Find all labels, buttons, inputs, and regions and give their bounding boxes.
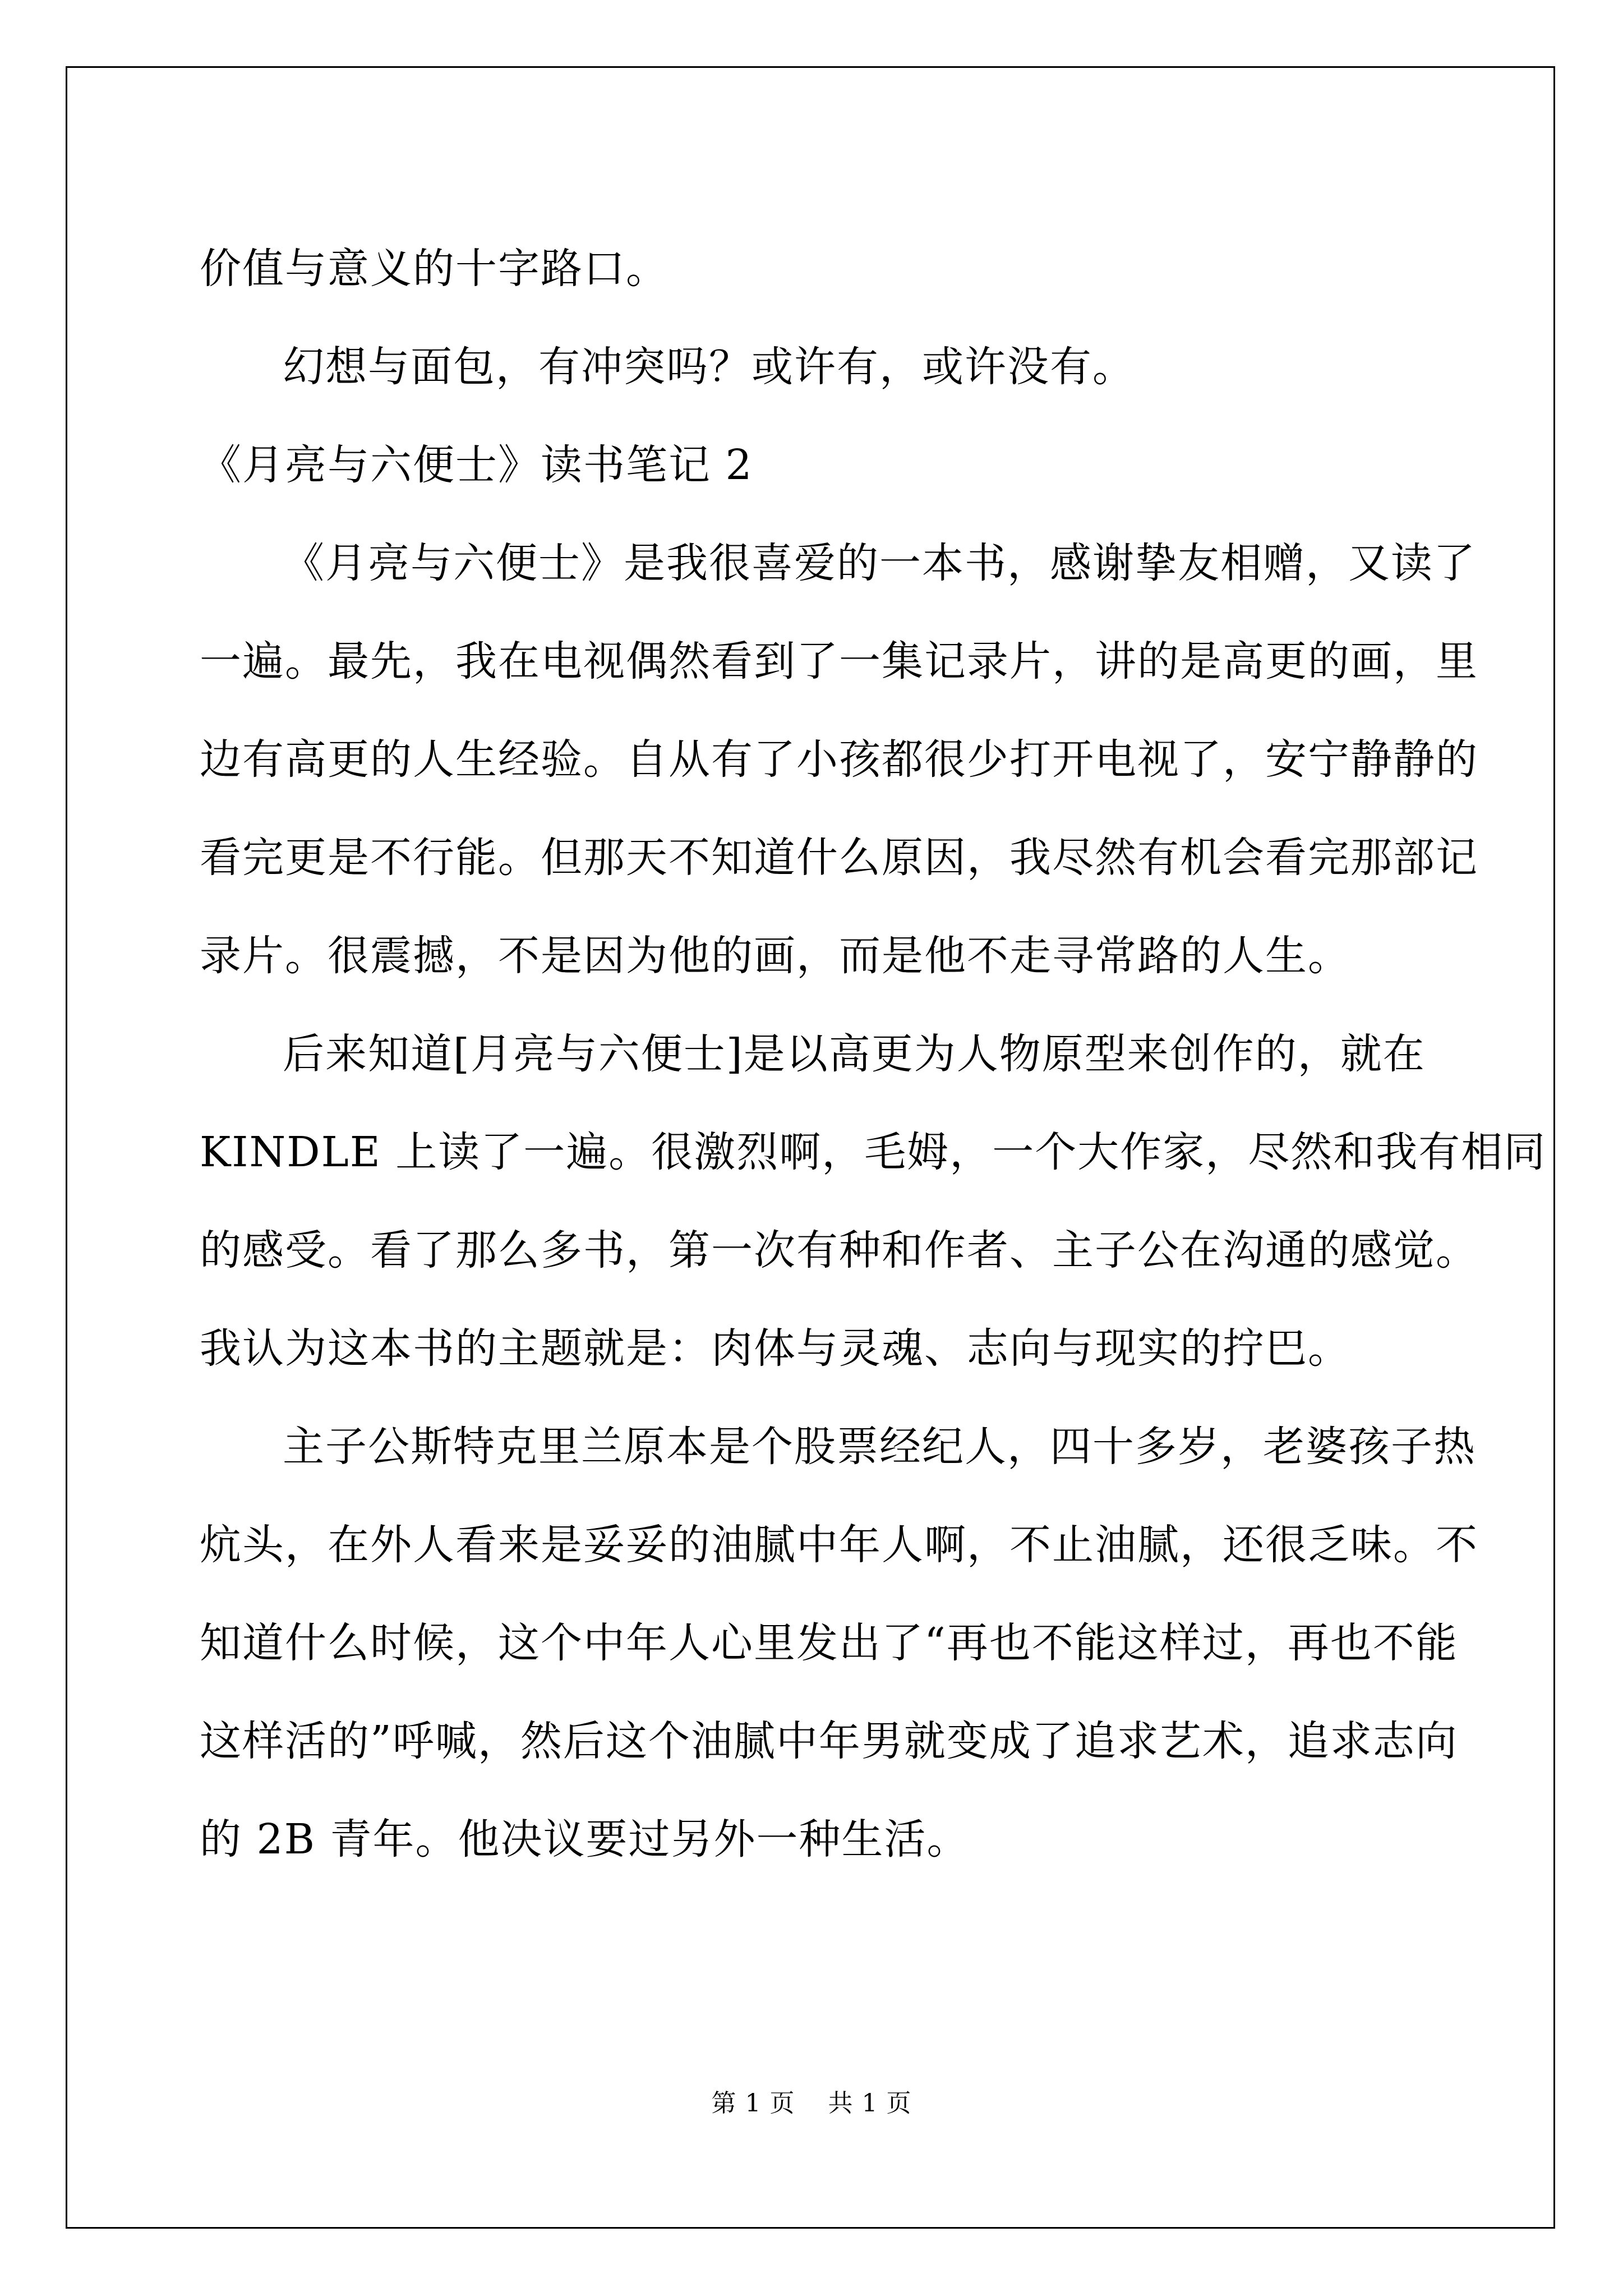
page-footer [0,2087,1623,2120]
text-line: 的 2B 青年。他决议要过另外一种生活。 [200,1815,970,1864]
text-line: 的感受。看了那么多书，第一次有种和作者、主子公在沟通的感觉。 [200,1226,1478,1274]
document-body [200,220,1547,1889]
section-heading: 《月亮与六便士》读书笔记 2 [200,441,753,489]
text-line: 后来知道[月亮与六便士]是以高更为人物原型来创作的，就在 [283,1030,1426,1078]
text-line: 这样活的”呼喊，然后这个油腻中年男就变成了追求艺术，追求志向 [200,1717,1458,1765]
text-line: 边有高更的人生经验。自从有了小孩都很少打开电视了，安宁静静的 [200,735,1478,784]
text-line: 《月亮与六便士》是我很喜爱的一本书，感谢挚友相赠，又读了 [283,539,1476,587]
text-line: 看完更是不行能。但那天不知道什么原因，我尽然有机会看完那部记 [200,834,1478,882]
text-line: 炕头，在外人看来是妥妥的油腻中年人啊，不止油腻，还很乏味。不 [200,1521,1478,1569]
text-line: KINDLE 上读了一遍。很激烈啊，毛姆，一个大作家，尽然和我有相同 [200,1128,1547,1176]
text-line: 知道什么时候，这个中年人心里发出了“再也不能这样过，再也不能 [200,1619,1458,1667]
text-line: 录片。很震撼，不是因为他的画，而是他不走寻常路的人生。 [200,932,1350,980]
text-line: 价值与意义的十字路口。 [200,245,668,293]
page-total: 共 1 页 [828,2089,912,2118]
text-line: 我认为这本书的主题就是：肉体与灵魂、志向与现实的拧巴。 [200,1324,1350,1373]
text-line: 主子公斯特克里兰原本是个股票经纪人，四十多岁，老婆孩子热 [283,1423,1476,1471]
text-line: 一遍。最先，我在电视偶然看到了一集记录片，讲的是高更的画，里 [200,637,1478,685]
page-number: 第 1 页 [711,2089,795,2118]
text-line: 幻想与面包，有冲突吗？或许有，或许没有。 [283,343,1135,391]
